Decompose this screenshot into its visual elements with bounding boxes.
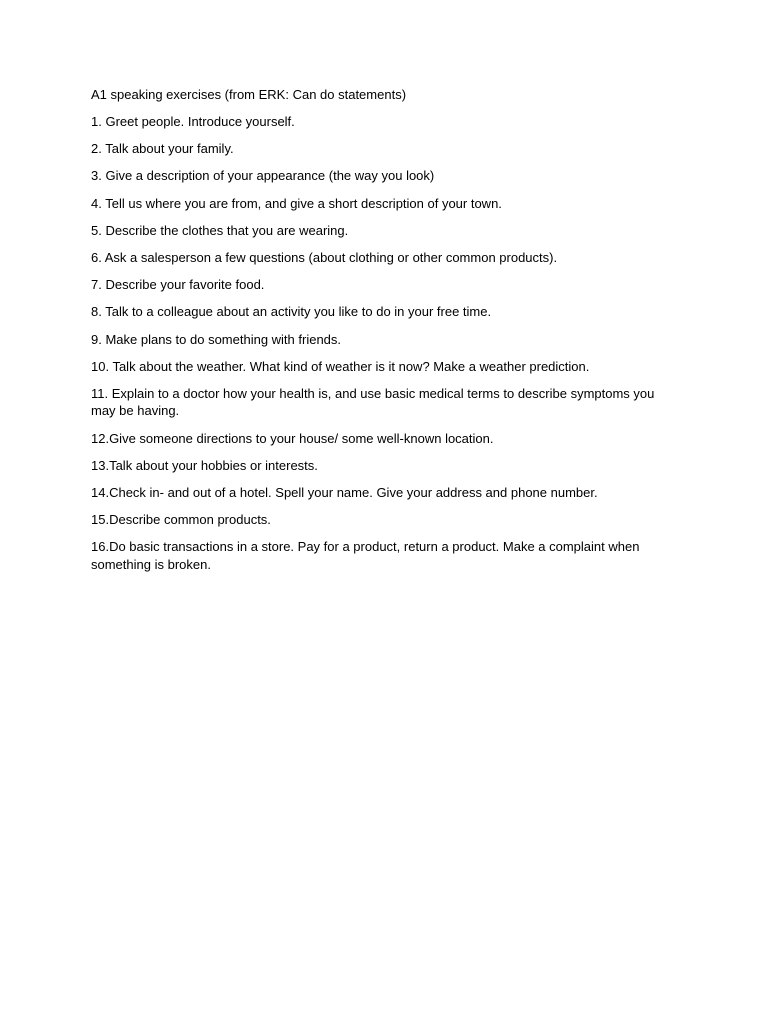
list-item: 14.Check in- and out of a hotel. Spell your name. Give your address and phone number. <box>91 484 598 500</box>
list-item: 3. Give a description of your appearance (the way you look) <box>91 168 435 184</box>
list-item: 16.Do basic transactions in a store. Pay for a product, return a product. Make a complaint when something is broken. <box>91 539 640 572</box>
list-item: 15.Describe common products. <box>91 512 271 528</box>
document-body <box>91 86 671 583</box>
list-item: 12.Give someone directions to your house/ some well-known location. <box>91 430 494 446</box>
list-item: 8. Talk to a colleague about an activity you like to do in your free time. <box>91 304 492 320</box>
list-item: 6. Ask a salesperson a few questions (about clothing or other common products). <box>91 249 558 265</box>
list-item: 10. Talk about the weather. What kind of weather is it now? Make a weather prediction. <box>91 358 590 374</box>
list-item: 1. Greet people. Introduce yourself. <box>91 114 295 129</box>
document-title: A1 speaking exercises (from ERK: Can do statements) <box>91 87 407 102</box>
list-item: 13.Talk about your hobbies or interests. <box>91 457 318 473</box>
list-item: 9. Make plans to do something with friends. <box>91 331 342 347</box>
list-item: 4. Tell us where you are from, and give a short description of your town. <box>91 195 502 211</box>
exercise-list <box>91 113 671 573</box>
list-item: 7. Describe your favorite food. <box>91 277 265 293</box>
list-item: 2. Talk about your family. <box>91 141 234 157</box>
list-item: 5. Describe the clothes that you are wearing. <box>91 222 349 238</box>
list-item: 11. Explain to a doctor how your health is, and use basic medical terms to describe symptoms you may be having. <box>91 385 655 419</box>
